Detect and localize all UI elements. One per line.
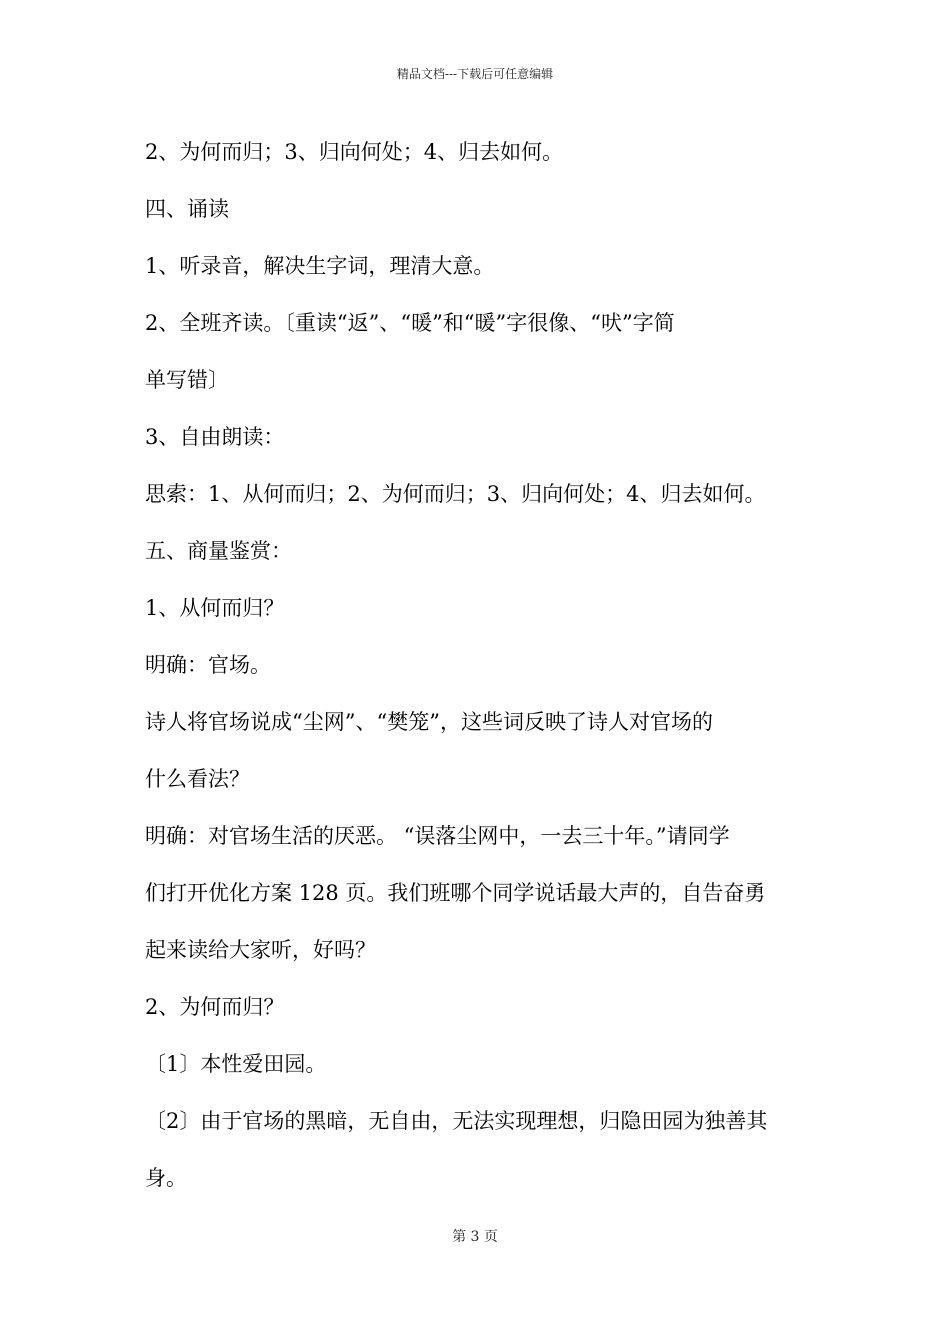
section-heading: 五、商量鉴赏：	[145, 539, 292, 563]
text-line: 诗人将官场说成“尘网”、“樊笼”，这些词反映了诗人对官场的	[145, 710, 713, 734]
text-line: 1、听录音，解决生字词，理清大意。	[145, 254, 495, 278]
text-line: 明确：官场。	[145, 653, 271, 677]
text-line: 1、从何而归？	[145, 596, 285, 620]
text-line: 2、为何而归？	[145, 995, 285, 1019]
document-body	[145, 124, 810, 1207]
page-number: 第 3 页	[452, 1229, 498, 1245]
text-line: 3、自由朗读：	[145, 425, 285, 449]
page-header: 精品文档---下载后可任意编辑	[396, 67, 554, 81]
text-line: 们打开优化方案 128 页。我们班哪个同学说话最大声的，自告奋勇	[145, 881, 766, 905]
text-line: 2、为何而归；3、归向何处；4、归去如何。	[145, 140, 564, 164]
text-line: 明确：对官场生活的厌恶。 “误落尘网中，一去三十年。”请同学	[145, 824, 730, 848]
text-line: 〔2〕由于官场的黑暗，无自由，无法实现理想，归隐田园为独善其	[145, 1109, 768, 1133]
text-line: 2、全班齐读。〔重读“返”、“暖”和“暖”字很像、“吠”字简	[145, 311, 675, 335]
section-heading: 四、诵读	[145, 197, 229, 221]
text-line: 起来读给大家听，好吗？	[145, 938, 376, 962]
text-line: 〔1〕本性爱田园。	[145, 1052, 327, 1076]
text-line: 身。	[145, 1166, 187, 1190]
text-line: 思索：1、从何而归；2、为何而归；3、归向何处；4、归去如何。	[145, 482, 766, 506]
text-line: 单写错〕	[145, 368, 229, 392]
text-line: 什么看法？	[145, 767, 250, 791]
